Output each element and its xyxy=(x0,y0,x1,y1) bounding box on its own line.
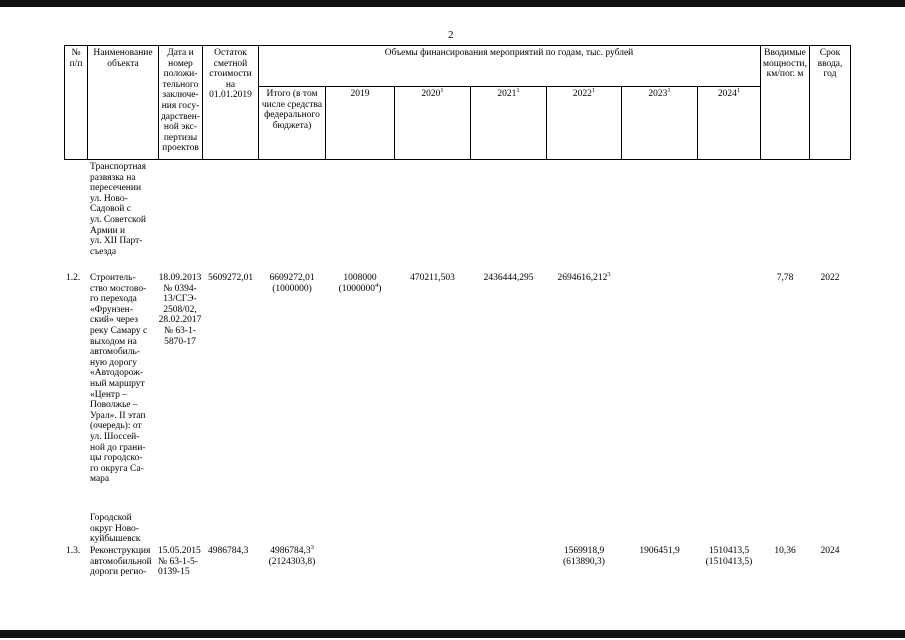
header-year-2020: 2020$^1$ xyxy=(421,86,444,99)
row-1-3-name: Реконструкция автомобильной дороги регио- xyxy=(90,546,152,578)
header-term: Срок ввода, год xyxy=(817,48,843,80)
header-total: Итого (в том числе средства федерального бюджета) xyxy=(261,89,323,131)
header-capacity: Вводимые мощности, км/пог. м xyxy=(763,48,807,80)
header-balance: Остаток сметной стоимости на 01.01.2019 xyxy=(209,48,252,101)
years-subheader-line xyxy=(258,86,760,87)
header-expertise-date: Дата и номер положи- тельного заключе- ния госу- дарствен- ной экс- пертизы проектов xyxy=(160,48,201,154)
row-1-2-total-federal: (1000000) xyxy=(272,284,312,294)
table-top-line xyxy=(64,45,850,46)
header-bottom-line xyxy=(64,159,850,160)
header-year-2019: 2019 xyxy=(350,89,370,99)
row-1-2-capacity: 7,78 xyxy=(776,273,794,283)
bottom-border xyxy=(0,630,905,638)
district-name: Городской округ Ново- куйбышевск xyxy=(90,513,141,545)
row-1-3-capacity: 10,36 xyxy=(774,546,796,556)
row-1-2-value-2020: 470211,503 xyxy=(410,273,455,283)
row-1-2-expertise-date: 18.09.2013 № 0394- 13/СГЭ- 2508/02, 28.02.2017 № 63-1- 5870-17 xyxy=(158,273,202,347)
row-1-2-number: 1.2. xyxy=(66,273,81,283)
row-1-2-name: Строитель- ство мостово- го перехода «Фрунзен- ский» через реку Самару с выходом на автомобиль- ную дорогу «Автодорож- ный маршрут «Центр – Поволжье – Урал». II этап (очередь): от ул. Шоссей- ной до грани- цы городско- го округа Са- мара xyxy=(90,273,148,485)
header-object-name: Наименование объекта xyxy=(93,48,153,69)
row-1-3-term: 2024 xyxy=(820,546,840,556)
header-year-2021: 2021$^1$ xyxy=(497,86,520,99)
row-1-3-value-2022-federal: (613890,3) xyxy=(563,557,605,567)
row-1-3-value-2023: 1906451,9 xyxy=(639,546,680,556)
row-1-3-value-2024-federal: (1510413,5) xyxy=(705,557,753,567)
row-1-3-number: 1.3. xyxy=(66,546,81,556)
row-1-3-expertise-date: 15.05.2015 № 63-1-5- 0139-15 xyxy=(158,546,201,578)
row-1-2-term: 2022 xyxy=(820,273,840,283)
row-1-2-value-2021: 2436444,295 xyxy=(483,273,534,283)
row-1-3-total: 4986784,3$^3$ xyxy=(270,543,314,556)
page-number: 2 xyxy=(448,29,454,41)
continuation-object-name: Транспортная развязка на пересечении ул. Ново- Садовой с ул. Советской Армии и ул. XII Парт- съезда xyxy=(90,162,147,257)
header-number: № п/п xyxy=(69,48,83,69)
header-financing-title: Объемы финансирования мероприятий по годам, тыс. рублей xyxy=(384,48,634,58)
row-1-2-total: 6609272,01 xyxy=(269,273,315,283)
row-1-3-balance: 4986784,3 xyxy=(208,546,249,556)
row-1-3-value-2024: 1510413,5 xyxy=(708,546,750,556)
row-1-2-value-2022: 2694616,212$^3$ xyxy=(557,270,611,283)
row-1-3-total-federal: (2124303,8) xyxy=(268,557,316,567)
top-border xyxy=(0,0,905,7)
row-1-3-value-2022: 1569918,9 xyxy=(563,546,605,556)
header-year-2024: 2024$^1$ xyxy=(717,86,741,99)
header-year-2022: 2022$^1$ xyxy=(572,86,596,99)
row-1-2-balance: 5609272,01 xyxy=(208,273,254,283)
row-1-2-value-2019-federal: (1000000$^4$) xyxy=(338,281,382,294)
header-year-2023: 2023$^1$ xyxy=(648,86,671,99)
row-1-2-value-2019: 1008000 xyxy=(343,273,377,283)
